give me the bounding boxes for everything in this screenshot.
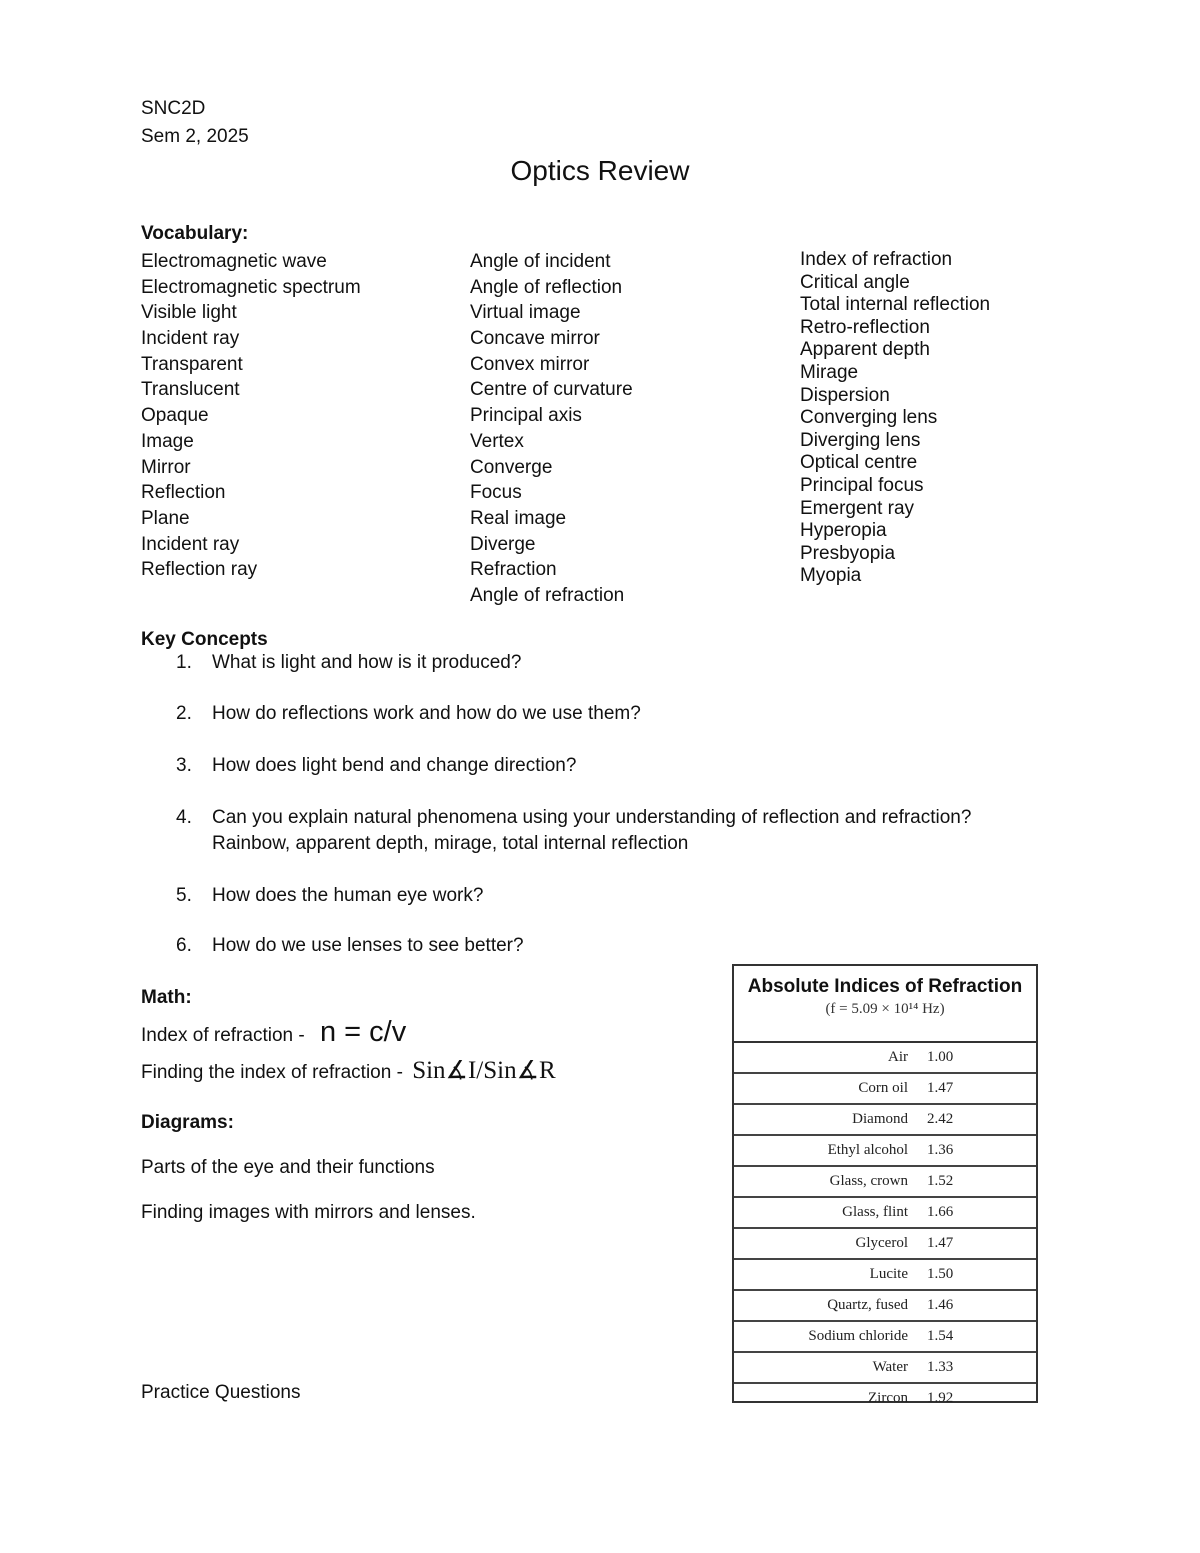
- formula: n = c/v: [319, 1016, 407, 1048]
- vocab-term: Mirage: [800, 361, 859, 383]
- refraction-index: 1.50: [927, 1266, 954, 1282]
- vocab-term: Dispersion: [800, 384, 890, 406]
- table-row: [734, 1229, 1036, 1260]
- substance-name: Sodium chloride: [808, 1328, 908, 1344]
- vocab-term: Presbyopia: [800, 542, 896, 564]
- vocab-term: Principal focus: [800, 474, 924, 496]
- refraction-index: 1.00: [927, 1049, 954, 1065]
- substance-name: Air: [888, 1049, 908, 1065]
- table-row: [734, 1043, 1036, 1074]
- table-row: [734, 1322, 1036, 1353]
- vocab-term: Electromagnetic spectrum: [141, 276, 361, 298]
- vocab-term: Transparent: [141, 353, 243, 375]
- vocab-term: Converge: [470, 456, 553, 478]
- item-text: What is light and how is it produced?: [212, 652, 522, 673]
- vocab-term: Index of refraction: [800, 249, 953, 270]
- vocab-term: Opaque: [141, 405, 209, 427]
- course-code: SNC2D: [141, 98, 206, 119]
- table-subtitle: (f = 5.09 × 10¹⁴ Hz): [825, 1001, 945, 1017]
- vocab-term: Principal axis: [470, 405, 582, 427]
- math-heading: Math:: [141, 987, 192, 1008]
- vocab-term: Visible light: [141, 302, 237, 324]
- item-number: 1.: [176, 652, 192, 673]
- table-row: [734, 1353, 1036, 1384]
- item-text: How does the human eye work?: [212, 885, 484, 906]
- item-text: Can you explain natural phenomena using your understanding of reflection and refraction?: [212, 807, 972, 828]
- vocab-term: Refraction: [470, 559, 557, 581]
- diagrams-item: Finding images with mirrors and lenses.: [141, 1202, 476, 1223]
- vocab-term: Focus: [470, 482, 522, 504]
- table-row: [734, 1167, 1036, 1198]
- formula-label: Finding the index of refraction -: [141, 1062, 403, 1083]
- item-number: 6.: [176, 935, 192, 956]
- vocab-term: Incident ray: [141, 533, 240, 555]
- vocab-term: Convex mirror: [470, 353, 590, 375]
- refraction-index: 2.42: [927, 1111, 954, 1127]
- vocab-term: Real image: [470, 507, 567, 529]
- vocab-term: Diverge: [470, 533, 536, 555]
- refraction-index: 1.33: [927, 1359, 954, 1375]
- vocab-term: Translucent: [141, 379, 240, 401]
- substance-name: Glycerol: [855, 1235, 908, 1251]
- refraction-index: 1.52: [927, 1173, 954, 1189]
- item-text-continued: Rainbow, apparent depth, mirage, total internal reflection: [212, 833, 689, 854]
- item-text: How do we use lenses to see better?: [212, 935, 524, 956]
- refraction-index: 1.47: [927, 1235, 954, 1251]
- key-concepts-heading: Key Concepts: [141, 629, 268, 650]
- vocab-term: Angle of refraction: [470, 584, 625, 606]
- refraction-index: 1.92: [927, 1390, 954, 1406]
- item-number: 2.: [176, 703, 192, 724]
- table-header: [734, 975, 1036, 1043]
- item-number: 3.: [176, 755, 192, 776]
- item-text: How do reflections work and how do we use them?: [212, 703, 641, 724]
- substance-name: Glass, flint: [842, 1204, 908, 1220]
- vocab-term: Plane: [141, 507, 190, 529]
- substance-name: Lucite: [869, 1266, 908, 1282]
- item-number: 5.: [176, 885, 192, 906]
- substance-name: Zircon: [868, 1390, 908, 1406]
- vocab-term: Virtual image: [470, 302, 581, 324]
- page-title: Optics Review: [510, 155, 690, 186]
- table-row: [734, 1260, 1036, 1291]
- vocab-term: Emergent ray: [800, 497, 915, 519]
- refraction-index: 1.47: [927, 1080, 954, 1096]
- vocab-term: Angle of reflection: [470, 276, 623, 298]
- vocab-term: Myopia: [800, 565, 862, 587]
- refraction-index: 1.66: [927, 1204, 954, 1220]
- refraction-index: 1.46: [927, 1297, 954, 1313]
- vocab-term: Optical centre: [800, 452, 918, 474]
- practice-questions-label: Practice Questions: [141, 1382, 301, 1403]
- vocab-term: Reflection ray: [141, 559, 258, 581]
- vocabulary-heading: Vocabulary:: [141, 223, 249, 244]
- vocab-term: Total internal reflection: [800, 294, 991, 316]
- math-line-1: [141, 1016, 406, 1052]
- table-row: [734, 1384, 1036, 1415]
- vocab-term: Centre of curvature: [470, 379, 633, 401]
- formula-label: Index of refraction -: [141, 1025, 305, 1046]
- formula: Sin∡I/Sin∡R: [412, 1057, 556, 1084]
- vocab-term: Electromagnetic wave: [141, 251, 327, 272]
- vocab-term: Retro-reflection: [800, 316, 930, 338]
- vocab-term: Diverging lens: [800, 429, 921, 451]
- vocab-term: Mirror: [141, 456, 191, 478]
- vocab-term: Incident ray: [141, 328, 240, 350]
- table-title: Absolute Indices of Refraction: [747, 976, 1023, 997]
- math-line-2: [141, 1056, 556, 1088]
- substance-name: Glass, crown: [829, 1173, 908, 1189]
- refraction-index-table: [732, 964, 1038, 1406]
- diagrams-heading: Diagrams:: [141, 1112, 234, 1133]
- substance-name: Corn oil: [858, 1080, 908, 1096]
- item-text: How does light bend and change direction?: [212, 755, 577, 776]
- diagrams-item: Parts of the eye and their functions: [141, 1157, 435, 1178]
- semester: Sem 2, 2025: [141, 126, 249, 147]
- vocab-term: Image: [141, 430, 194, 452]
- refraction-index: 1.54: [927, 1328, 954, 1344]
- vocab-term: Hyperopia: [800, 520, 887, 542]
- table-row: [734, 1136, 1036, 1167]
- vocabulary-column-2: [470, 249, 633, 609]
- substance-name: Ethyl alcohol: [827, 1142, 908, 1158]
- vocab-term: Vertex: [470, 430, 524, 452]
- substance-name: Water: [872, 1359, 908, 1375]
- table-row: [734, 1198, 1036, 1229]
- table-row: [734, 1291, 1036, 1322]
- item-number: 4.: [176, 807, 192, 828]
- refraction-index: 1.36: [927, 1142, 954, 1158]
- vocab-term: Apparent depth: [800, 339, 930, 361]
- vocabulary-column-1: [141, 249, 361, 583]
- vocab-term: Reflection: [141, 482, 226, 504]
- vocab-term: Angle of incident: [470, 251, 611, 272]
- substance-name: Quartz, fused: [827, 1297, 908, 1313]
- vocab-term: Converging lens: [800, 407, 938, 429]
- vocab-term: Concave mirror: [470, 328, 600, 350]
- vocab-term: Critical angle: [800, 271, 910, 293]
- substance-name: Diamond: [852, 1111, 908, 1127]
- vocabulary-column-3: [800, 249, 990, 588]
- table-row: [734, 1105, 1036, 1136]
- table-row: [734, 1074, 1036, 1105]
